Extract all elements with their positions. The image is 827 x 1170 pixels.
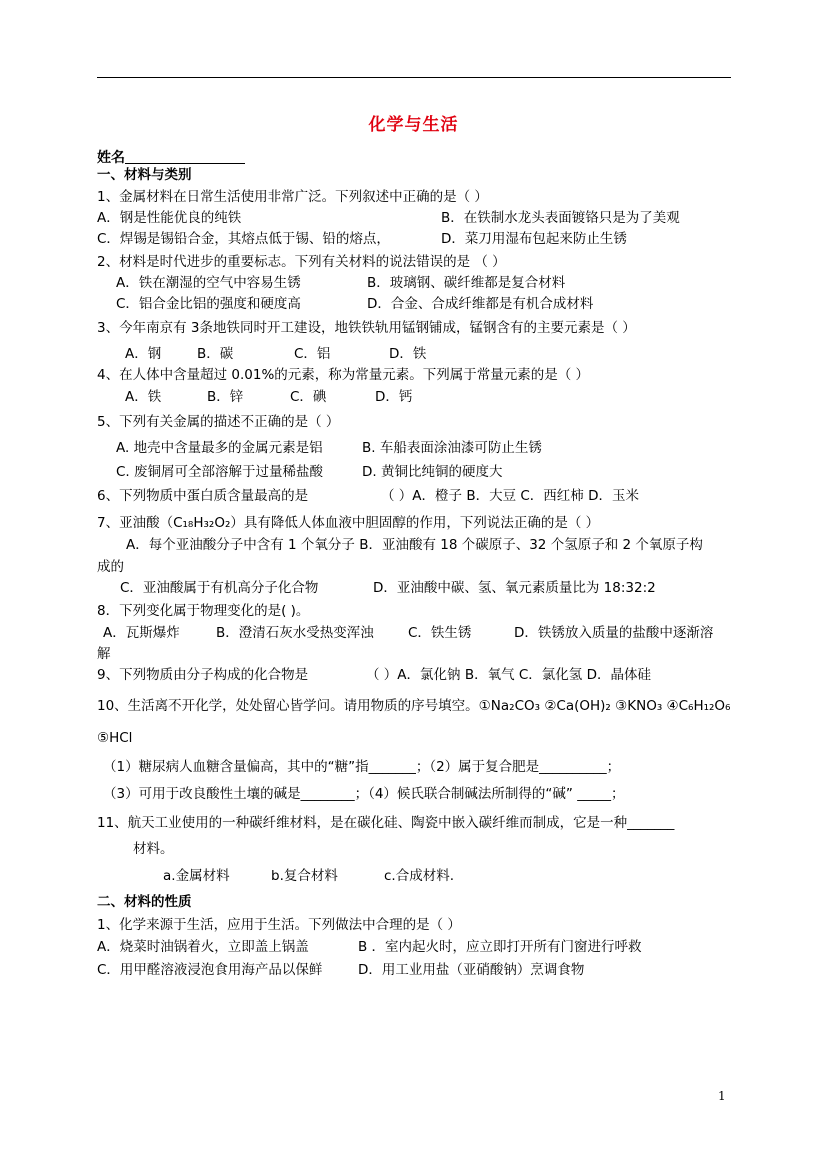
- text-line: C．铝合金比铝的强度和硬度高: [116, 296, 301, 312]
- section-heading: 一、材料与类别: [97, 167, 192, 183]
- text-line: C．焊锡是锡铅合金，其熔点低于锡、铅的熔点，: [97, 231, 390, 247]
- text-line: A．每个亚油酸分子中含有 1 个氧分子 B．亚油酸有 18 个碳原子、32 个氢原子和 2 个氧原子构: [126, 537, 703, 553]
- text-line: A．钢是性能优良的纯铁: [97, 210, 242, 226]
- text-line: （3）可用于改良酸性土壤的碱是________；（4）候氏联合制碱法所制得的“碱” _____；: [103, 786, 625, 802]
- text-line: a.金属材料: [163, 868, 230, 884]
- text-line: 10、生活离不开化学，处处留心皆学问。请用物质的序号填空。①Na₂CO₃ ②Ca(OH)₂ ③KNO₃ ④C₆H₁₂O₆: [97, 698, 731, 714]
- text-line: 解: [97, 646, 111, 662]
- text-line: B．澄清石灰水受热变浑浊: [216, 625, 374, 641]
- text-line: 2、材料是时代进步的重要标志。下列有关材料的说法错误的是 （ ）: [97, 254, 506, 270]
- text-line: 材料。: [133, 841, 174, 857]
- name-label: 姓名: [97, 150, 125, 166]
- header-rule: [97, 77, 731, 78]
- text-line: （ ）A．氯化钠 B．氧气 C．氯化氢 D．晶体硅: [366, 667, 651, 683]
- page-title: 化学与生活: [368, 115, 459, 135]
- text-line: A. 地壳中含量最多的金属元素是铝: [116, 440, 323, 456]
- text-line: 3、今年南京有 3条地铁同时开工建设，地铁铁轨用锰钢铺成，锰钢含有的主要元素是（ ）: [97, 320, 636, 336]
- text-line: B．锌: [207, 389, 244, 405]
- text-line: 成的: [97, 559, 124, 575]
- text-line: 9、下列物质由分子构成的化合物是: [97, 667, 309, 683]
- text-line: C．铝: [294, 346, 331, 362]
- text-line: B．玻璃钢、碳纤维都是复合材料: [367, 275, 566, 291]
- text-line: D. 黄铜比纯铜的硬度大: [362, 464, 503, 480]
- text-line: C. 废铜屑可全部溶解于过量稀盐酸: [116, 464, 324, 480]
- text-line: C．用甲醛溶液浸泡食用海产品以保鲜: [97, 962, 323, 978]
- text-line: C．碘: [290, 389, 327, 405]
- name-blank[interactable]: [125, 149, 245, 164]
- text-line: A．铁在潮湿的空气中容易生锈: [116, 275, 301, 291]
- text-line: 1、化学来源于生活，应用于生活。下列做法中合理的是（ ）: [97, 917, 461, 933]
- text-line: D．铁锈放入质量的盐酸中逐渐溶: [514, 625, 714, 641]
- text-line: （ ）A．橙子 B．大豆 C．西红柿 D．玉米: [381, 488, 639, 504]
- text-line: 11、航天工业使用的一种碳纤维材料，是在碳化硅、陶瓷中嵌入碳纤维而制成，它是一种_______: [97, 815, 675, 831]
- text-line: B．碳: [197, 346, 234, 362]
- text-line: 8．下列变化属于物理变化的是( )。: [97, 603, 310, 619]
- text-line: D．菜刀用湿布包起来防止生锈: [441, 231, 627, 247]
- text-line: A．烧菜时油锅着火，立即盖上锅盖: [97, 939, 309, 955]
- page-number: 1: [718, 1089, 726, 1103]
- text-line: 1、金属材料在日常生活使用非常广泛。下列叙述中正确的是（ ）: [97, 189, 488, 205]
- text-line: D．亚油酸中碳、氢、氧元素质量比为 18:32:2: [373, 580, 656, 596]
- text-line: 6、下列物质中蛋白质含量最高的是: [97, 488, 309, 504]
- text-line: B．在铁制水龙头表面镀铬只是为了美观: [441, 210, 680, 226]
- text-line: B. 车船表面涂油漆可防止生锈: [362, 440, 542, 456]
- text-line: c.合成材料.: [384, 868, 455, 884]
- name-field[interactable]: [97, 147, 245, 167]
- text-line: 7、亚油酸（C₁₈H₃₂O₂）具有降低人体血液中胆固醇的作用，下列说法正确的是（ ）: [97, 515, 600, 531]
- text-line: ⑤HCl: [97, 730, 133, 746]
- text-line: C．亚油酸属于有机高分子化合物: [120, 580, 319, 596]
- text-line: D．钙: [375, 389, 413, 405]
- text-line: C．铁生锈: [408, 625, 472, 641]
- text-line: b.复合材料: [271, 868, 338, 884]
- text-line: 5、下列有关金属的描述不正确的是（ ）: [97, 414, 340, 430]
- text-line: D．合金、合成纤维都是有机合成材料: [367, 296, 594, 312]
- text-line: A．钢: [125, 346, 162, 362]
- text-line: D．铁: [389, 346, 427, 362]
- text-line: B ．室内起火时，应立即打开所有门窗进行呼救: [358, 939, 642, 955]
- text-line: D．用工业用盐（亚硝酸钠）烹调食物: [358, 962, 585, 978]
- text-line: 4、在人体中含量超过 0.01%的元素，称为常量元素。下列属于常量元素的是（ ）: [97, 367, 590, 383]
- text-line: A．瓦斯爆炸: [103, 625, 180, 641]
- text-line: A．铁: [125, 389, 162, 405]
- text-line: （1）糖尿病人血糖含量偏高，其中的“糖”指_______；（2）属于复合肥是__________；: [103, 759, 621, 775]
- section-heading: 二、材料的性质: [97, 894, 192, 910]
